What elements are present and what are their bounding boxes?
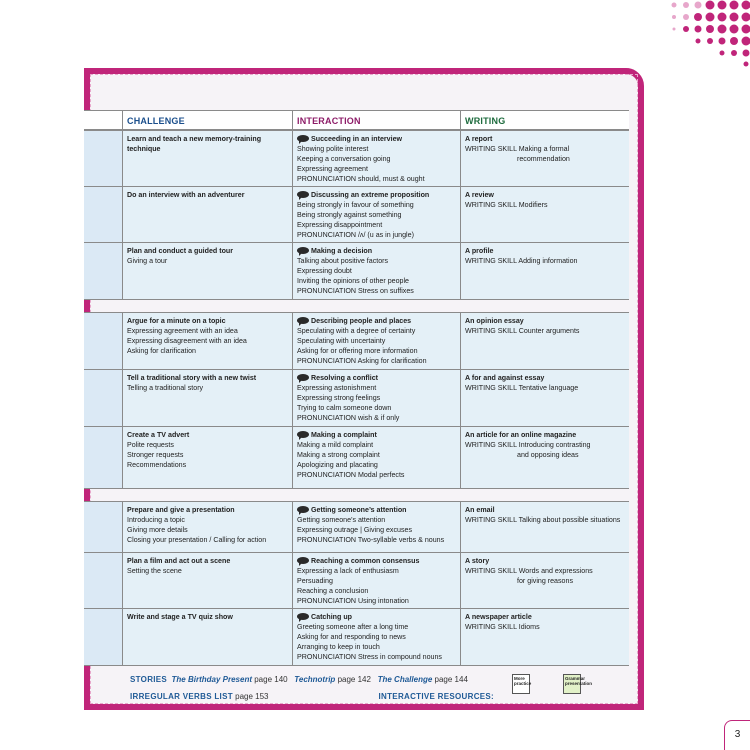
challenge-line: Recommendations <box>127 461 187 469</box>
challenge-cell <box>122 370 292 427</box>
more-practice-icon[interactable]: More practice <box>512 674 530 694</box>
interaction-title: Succeeding in an interview <box>311 135 403 143</box>
speech-bubble-icon <box>297 506 309 513</box>
writing-skill-cont: recommendation <box>517 155 570 163</box>
interaction-line: Talking about positive factors <box>297 257 389 265</box>
interaction-line: Expressing agreement <box>297 165 368 173</box>
unit-section <box>84 312 629 489</box>
writing-cell <box>460 502 629 553</box>
interaction-line: Speculating with a degree of certainty <box>297 327 416 335</box>
interaction-line: PRONUNCIATION should, must & ought <box>297 175 425 183</box>
interaction-line: Inviting the opinions of other people <box>297 277 410 285</box>
interaction-line: PRONUNCIATION /ʌ/ (u as in jungle) <box>297 231 414 239</box>
unit-cell <box>84 243 122 299</box>
writing-skill-cont: and opposing ideas <box>517 451 579 459</box>
interaction-line: Expressing a lack of enthusiasm <box>297 567 399 575</box>
writing-cell <box>460 243 629 299</box>
speech-bubble-icon <box>297 247 309 254</box>
writing-skill: WRITING SKILL Modifiers <box>465 201 548 209</box>
challenge-line: Closing your presentation / Calling for action <box>127 536 267 544</box>
speech-bubble-icon <box>297 191 309 198</box>
writing-cell <box>460 609 629 665</box>
challenge-cell <box>122 427 292 488</box>
writing-title: An email <box>465 506 495 514</box>
challenge-cell <box>122 313 292 370</box>
writing-cell <box>460 370 629 427</box>
interaction-title: Getting someone’s attention <box>311 506 407 514</box>
interaction-line: PRONUNCIATION Stress on suffixes <box>297 287 414 295</box>
interaction-cell <box>292 243 460 299</box>
interaction-line: PRONUNCIATION Asking for clarification <box>297 357 427 365</box>
unit-cell <box>84 370 122 427</box>
writing-title: A story <box>465 557 490 565</box>
interaction-cell <box>292 502 460 553</box>
unit-section <box>84 130 629 300</box>
interaction-cell <box>292 187 460 243</box>
header-challenge: CHALLENGE <box>122 111 292 129</box>
writing-title: A review <box>465 191 494 199</box>
interaction-line: Making a strong complaint <box>297 451 380 459</box>
challenge-line: Telling a traditional story <box>127 384 204 392</box>
interaction-title: Making a decision <box>311 247 373 255</box>
interaction-line: Persuading <box>297 577 333 585</box>
speech-bubble-icon <box>297 613 309 620</box>
header-writing: WRITING <box>460 111 629 129</box>
writing-skill: WRITING SKILL Tentative language <box>465 384 579 392</box>
interaction-line: PRONUNCIATION Modal perfects <box>297 471 405 479</box>
header-spacer <box>84 111 122 129</box>
interaction-cell <box>292 427 460 488</box>
writing-skill: WRITING SKILL Introducing contrasting <box>465 441 591 449</box>
speech-bubble-icon <box>297 135 309 142</box>
challenge-title: Write and stage a TV quiz show <box>127 613 233 621</box>
challenge-line: Expressing disagreement with an idea <box>127 337 247 345</box>
interaction-line: Expressing doubt <box>297 267 352 275</box>
story-link[interactable]: The Birthday Present <box>171 675 252 684</box>
interaction-line: Showing polite interest <box>297 145 369 153</box>
interaction-line: Asking for and responding to news <box>297 633 406 641</box>
unit-cell <box>84 553 122 609</box>
interaction-cell <box>292 553 460 609</box>
writing-title: A report <box>465 135 493 143</box>
interaction-line: Expressing disappointment <box>297 221 383 229</box>
interaction-line: Trying to calm someone down <box>297 404 392 412</box>
stories-label: STORIES <box>130 675 168 684</box>
story-page: page 142 <box>337 675 371 684</box>
interaction-line: PRONUNCIATION wish & if only <box>297 414 400 422</box>
writing-skill: WRITING SKILL Words and expressions <box>465 567 593 575</box>
writing-skill: WRITING SKILL Adding information <box>465 257 578 265</box>
speech-bubble-icon <box>297 317 309 324</box>
interaction-title: Describing people and places <box>311 317 412 325</box>
challenge-line: Giving more details <box>127 526 188 534</box>
interaction-line: PRONUNCIATION Two-syllable verbs & nouns <box>297 536 445 544</box>
challenge-title: Do an interview with an adventurer <box>127 191 245 199</box>
challenge-title: Plan a film and act out a scene <box>127 557 231 565</box>
interaction-line: PRONUNCIATION Using intonation <box>297 597 409 605</box>
interaction-cell <box>292 370 460 427</box>
writing-skill: WRITING SKILL Making a formal <box>465 145 570 153</box>
unit-section <box>84 501 629 666</box>
interaction-line: PRONUNCIATION Stress in compound nouns <box>297 653 442 661</box>
page-number: 3 <box>724 720 750 750</box>
writing-title: An opinion essay <box>465 317 524 325</box>
interaction-line: Getting someone’s attention <box>297 516 386 524</box>
interaction-line: Expressing strong feelings <box>297 394 381 402</box>
challenge-title: Create a TV advert <box>127 431 190 439</box>
interaction-line: Greeting someone after a long time <box>297 623 409 631</box>
challenge-line: Setting the scene <box>127 567 182 575</box>
interaction-title: Reaching a common consensus <box>311 557 420 565</box>
interaction-title: Making a complaint <box>311 431 377 439</box>
resources-label: INTERACTIVE RESOURCES: <box>378 692 495 701</box>
challenge-line: Giving a tour <box>127 257 168 265</box>
challenge-cell <box>122 609 292 665</box>
speech-bubble-icon <box>297 431 309 438</box>
challenge-cell <box>122 553 292 609</box>
writing-skill: WRITING SKILL Counter arguments <box>465 327 580 335</box>
writing-cell <box>460 427 629 488</box>
grammar-presentation-icon[interactable]: Grammar presentation <box>563 674 581 694</box>
challenge-title: Argue for a minute on a topic <box>127 317 226 325</box>
interaction-line: Making a mild complaint <box>297 441 374 449</box>
writing-cell <box>460 313 629 370</box>
table-header <box>84 110 629 130</box>
story-page: page 144 <box>434 675 468 684</box>
challenge-title: Tell a traditional story with a new twist <box>127 374 257 382</box>
interaction-title: Catching up <box>311 613 352 621</box>
irregular-verbs-label[interactable]: IRREGULAR VERBS LIST <box>130 692 233 701</box>
interaction-line: Asking for or offering more information <box>297 347 418 355</box>
challenge-cell <box>122 131 292 187</box>
interaction-cell <box>292 131 460 187</box>
writing-skill-cont: for giving reasons <box>517 577 573 585</box>
irregular-verbs-page: page 153 <box>235 692 269 701</box>
interaction-cell <box>292 609 460 665</box>
unit-cell <box>84 187 122 243</box>
challenge-title: Plan and conduct a guided tour <box>127 247 234 255</box>
unit-cell <box>84 609 122 665</box>
interaction-line: Arranging to keep in touch <box>297 643 380 651</box>
writing-cell <box>460 131 629 187</box>
interaction-line: Speculating with uncertainty <box>297 337 386 345</box>
unit-cell <box>84 313 122 370</box>
story-link[interactable]: Technotrip <box>294 675 336 684</box>
speech-bubble-icon <box>297 557 309 564</box>
challenge-title: Learn and teach a new memory-training technique <box>127 135 262 153</box>
interaction-line: Being strongly against something <box>297 211 402 219</box>
interaction-line: Expressing outrage | Giving excuses <box>297 526 413 534</box>
writing-skill: WRITING SKILL Idioms <box>465 623 540 631</box>
writing-title: A for and against essay <box>465 374 545 382</box>
challenge-cell <box>122 187 292 243</box>
decorative-dots <box>530 0 750 70</box>
interaction-title: Discussing an extreme proposition <box>311 191 430 199</box>
writing-title: A newspaper article <box>465 613 532 621</box>
speech-bubble-icon <box>297 374 309 381</box>
challenge-cell <box>122 502 292 553</box>
challenge-line: Polite requests <box>127 441 174 449</box>
interaction-line: Reaching a conclusion <box>297 587 369 595</box>
challenge-line: Introducing a topic <box>127 516 185 524</box>
challenge-title: Prepare and give a presentation <box>127 506 235 514</box>
interaction-line: Keeping a conversation going <box>297 155 391 163</box>
story-page: page 140 <box>254 675 288 684</box>
interaction-title: Resolving a conflict <box>311 374 379 382</box>
unit-cell <box>84 502 122 553</box>
header-interaction: INTERACTION <box>292 111 460 129</box>
challenge-line: Stronger requests <box>127 451 184 459</box>
interaction-line: Apologizing and placating <box>297 461 378 469</box>
unit-cell <box>84 131 122 187</box>
challenge-cell <box>122 243 292 299</box>
challenge-line: Expressing agreement with an idea <box>127 327 238 335</box>
story-link[interactable]: The Challenge <box>377 675 433 684</box>
writing-title: An article for an online magazine <box>465 431 577 439</box>
writing-title: A profile <box>465 247 494 255</box>
interaction-line: Being strongly in favour of something <box>297 201 414 209</box>
writing-cell <box>460 187 629 243</box>
interaction-line: Expressing astonishment <box>297 384 377 392</box>
interaction-cell <box>292 313 460 370</box>
unit-cell <box>84 427 122 488</box>
writing-skill: WRITING SKILL Talking about possible situations <box>465 516 621 524</box>
writing-cell <box>460 553 629 609</box>
challenge-line: Asking for clarification <box>127 347 196 355</box>
